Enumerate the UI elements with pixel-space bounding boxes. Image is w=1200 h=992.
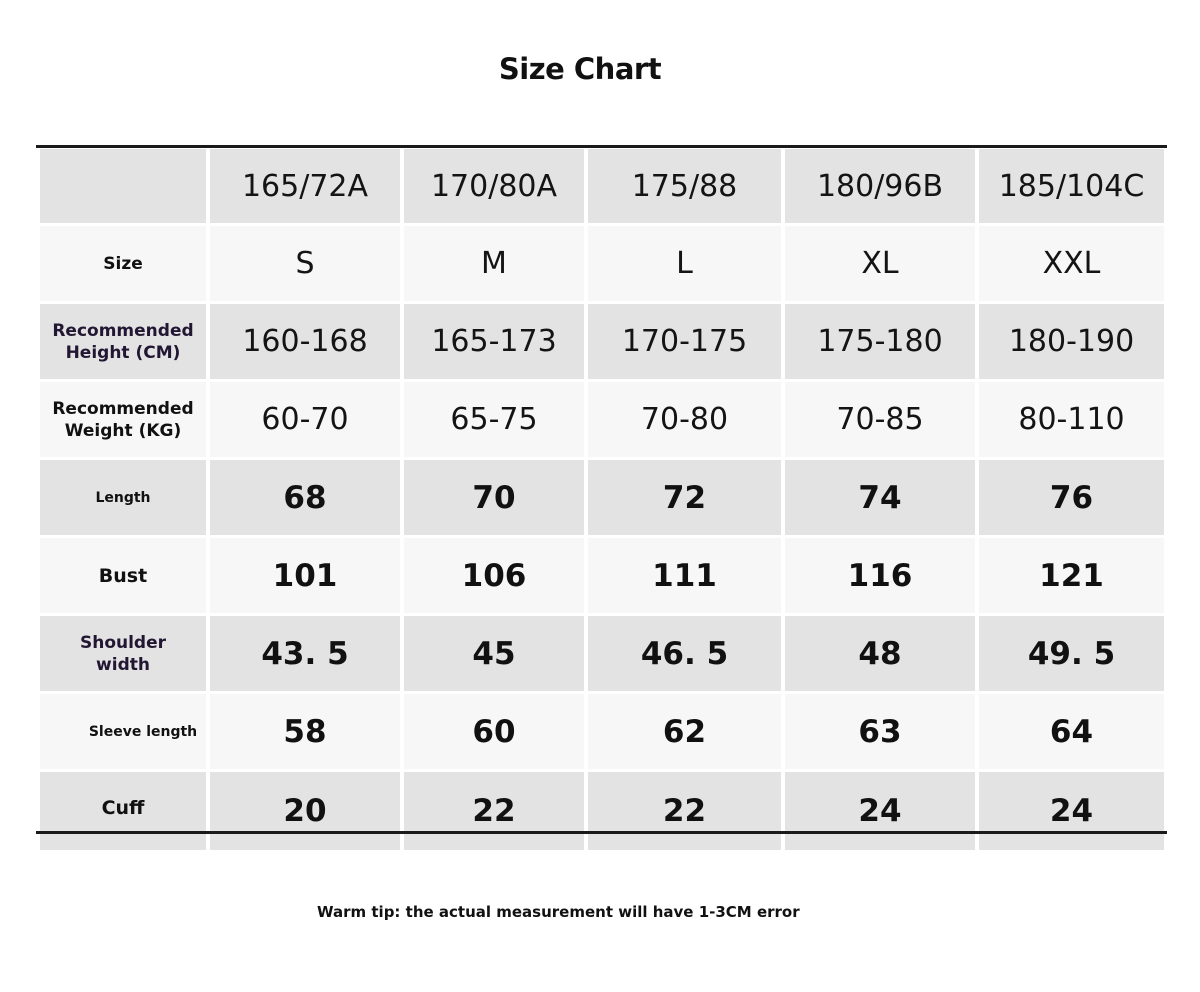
height-cell: 165-173: [404, 304, 584, 379]
weight-cell: 60-70: [210, 382, 400, 457]
weight-cell: 70-85: [785, 382, 975, 457]
bust-cell: 116: [785, 538, 975, 613]
row-label-size: Size: [40, 226, 206, 301]
bust-cell: 106: [404, 538, 584, 613]
length-cell: 76: [979, 460, 1164, 535]
shoulder-width-cell: 49. 5: [979, 616, 1164, 691]
row-label-length: Length: [40, 460, 206, 535]
size-cell: S: [210, 226, 400, 301]
sleeve-length-cell: 58: [210, 694, 400, 769]
row-label-cuff: Cuff: [40, 772, 206, 850]
bust-cell: 101: [210, 538, 400, 613]
size-cell: XL: [785, 226, 975, 301]
table-bottom-rule: [36, 831, 1167, 834]
shoulder-width-cell: 48: [785, 616, 975, 691]
size-cell: M: [404, 226, 584, 301]
weight-cell: 70-80: [588, 382, 781, 457]
sleeve-length-cell: 63: [785, 694, 975, 769]
weight-cell: 65-75: [404, 382, 584, 457]
sleeve-length-cell: 60: [404, 694, 584, 769]
size-table: [40, 149, 1164, 831]
header-cell: 165/72A: [210, 149, 400, 223]
height-cell: 160-168: [210, 304, 400, 379]
row-label-sleeve-length: Sleeve length: [40, 694, 206, 769]
shoulder-width-cell: 43. 5: [210, 616, 400, 691]
cuff-cell: 20: [210, 772, 400, 850]
row-label-weight: Recommended Weight (KG): [40, 382, 206, 457]
row-label-bust: Bust: [40, 538, 206, 613]
bust-cell: 121: [979, 538, 1164, 613]
height-cell: 170-175: [588, 304, 781, 379]
bust-cell: 111: [588, 538, 781, 613]
chart-title: Size Chart: [498, 52, 662, 86]
height-cell: 175-180: [785, 304, 975, 379]
header-cell: 180/96B: [785, 149, 975, 223]
size-cell: XXL: [979, 226, 1164, 301]
length-cell: 68: [210, 460, 400, 535]
cuff-cell: 22: [404, 772, 584, 850]
height-cell: 180-190: [979, 304, 1164, 379]
shoulder-width-cell: 45: [404, 616, 584, 691]
corner-cell: [40, 149, 206, 223]
row-label-shoulder-width: Shoulder width: [40, 616, 206, 691]
table-top-rule: [36, 145, 1167, 148]
length-cell: 74: [785, 460, 975, 535]
header-cell: 170/80A: [404, 149, 584, 223]
row-label-height: Recommended Height (CM): [40, 304, 206, 379]
warm-tip-note: Warm tip: the actual measurement will have 1-3CM error: [317, 903, 800, 921]
cuff-cell: 22: [588, 772, 781, 850]
size-cell: L: [588, 226, 781, 301]
header-cell: 175/88: [588, 149, 781, 223]
header-cell: 185/104C: [979, 149, 1164, 223]
length-cell: 70: [404, 460, 584, 535]
shoulder-width-cell: 46. 5: [588, 616, 781, 691]
sleeve-length-cell: 62: [588, 694, 781, 769]
length-cell: 72: [588, 460, 781, 535]
weight-cell: 80-110: [979, 382, 1164, 457]
cuff-cell: 24: [785, 772, 975, 850]
sleeve-length-cell: 64: [979, 694, 1164, 769]
cuff-cell: 24: [979, 772, 1164, 850]
